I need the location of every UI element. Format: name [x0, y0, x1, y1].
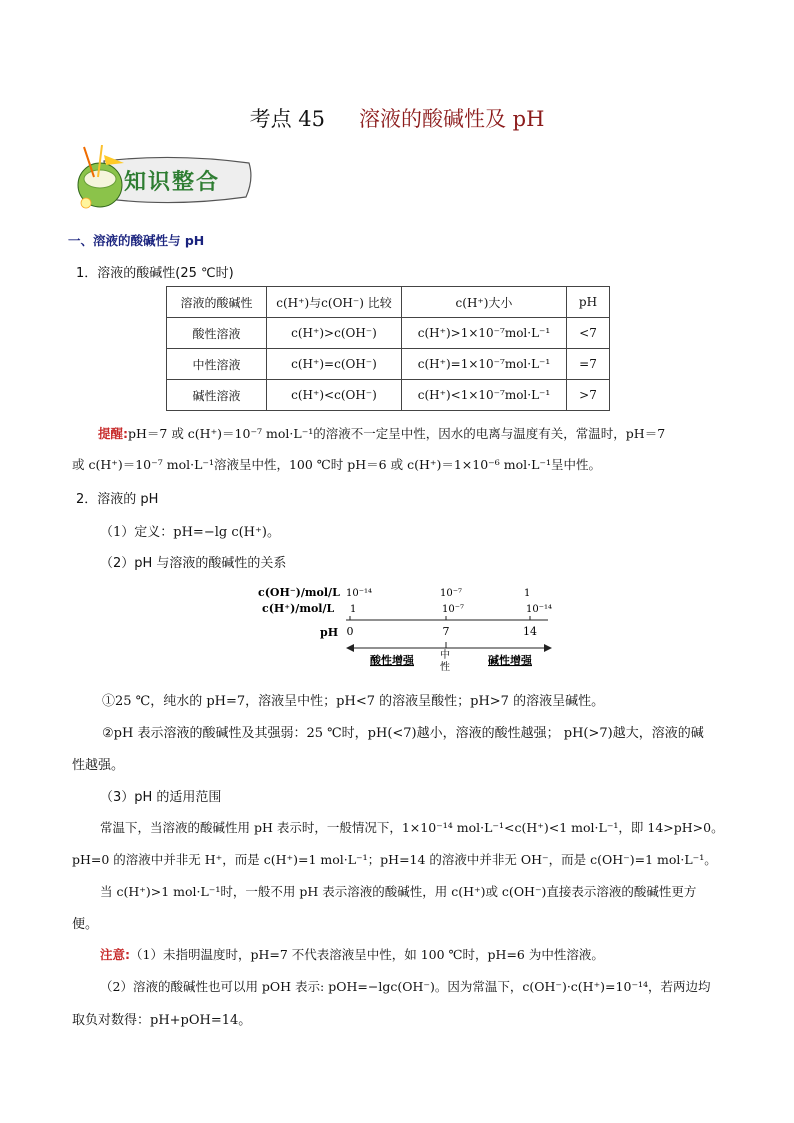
range-line-3: 当 c(H⁺)>1 mol·L⁻¹时，一般不用 pH 表示溶液的酸碱性，用 c(H⁺)或 c(OH⁻)直接表示溶液的酸碱性更方 [100, 884, 697, 899]
table-cell: 酸性溶液 [167, 318, 267, 349]
definition-line: （1）定义：pH=−lg c(H⁺)。 [100, 525, 280, 540]
range-line-4: 便。 [72, 917, 99, 932]
title-number: 考点 45 [249, 107, 325, 131]
base-trend-label: 碱性增强 [488, 654, 532, 667]
acidity-table [166, 286, 610, 411]
point-1: ①25 ℃，纯水的 pH=7，溶液呈中性；pH<7 的溶液呈酸性；pH>7 的溶液呈碱性。 [102, 694, 605, 709]
subsection-heading: 2．溶液的 pH [76, 492, 159, 507]
acid-trend-label: 酸性增强 [370, 654, 414, 667]
tip-text: pH＝7 或 c(H⁺)＝10⁻⁷ mol·L⁻¹的溶液不一定呈中性，因水的电离与温度有关，常温时，pH＝7 [128, 426, 666, 441]
neutral-label-2: 性 [440, 662, 450, 673]
tip-label: 提醒: [98, 426, 128, 441]
subsection-heading: 1．溶液的酸碱性(25 ℃时) [76, 266, 234, 281]
oh-row-label: c(OH⁻)/mol/L [258, 586, 340, 599]
table-cell: c(H⁺)<c(OH⁻) [267, 380, 402, 411]
tip-paragraph [98, 424, 665, 442]
tip-text-continued: 或 c(H⁺)＝10⁻⁷ mol·L⁻¹溶液呈中性，100 ℃时 pH＝6 或 c(H⁺)＝1×10⁻⁶ mol·L⁻¹呈中性。 [72, 457, 601, 472]
range-line-2: pH=0 的溶液中并非无 H⁺，而是 c(H⁺)=1 mol·L⁻¹；pH=14 的溶液中并非无 OH⁻，而是 c(OH⁻)=1 mol·L⁻¹。 [72, 852, 717, 867]
table-cell: c(H⁺)>c(OH⁻) [267, 318, 402, 349]
table-row [167, 349, 610, 380]
badge-label: 知识整合 [124, 170, 221, 195]
section-badge [74, 145, 254, 211]
ph-row-label: pH [320, 626, 339, 639]
table-cell: c(H⁺)=c(OH⁻) [267, 349, 402, 380]
point-2: ②pH 表示溶液的酸碱性及其强弱：25 ℃时，pH(<7)越小，溶液的酸性越强； pH(>7)越大，溶液的碱 [102, 726, 704, 741]
h-value: 1 [350, 604, 357, 615]
neutral-label-1: 中 [440, 650, 450, 661]
page-title [0, 103, 794, 133]
oh-value: 1 [524, 588, 531, 599]
right-arrow-head [544, 644, 552, 652]
oh-value: 10⁻¹⁴ [346, 588, 373, 599]
attention-line-3: 取负对数得：pH+pOH=14。 [72, 1013, 252, 1028]
table-cell: c(H⁺)<1×10⁻⁷mol·L⁻¹ [402, 380, 567, 411]
table-header-cell: 溶液的酸碱性 [167, 287, 267, 318]
table-cell: c(H⁺)>1×10⁻⁷mol·L⁻¹ [402, 318, 567, 349]
table-cell: =7 [567, 349, 610, 380]
range-line-1: 常温下，当溶液的酸碱性用 pH 表示时，一般情况下，1×10⁻¹⁴ mol·L⁻¹<c(H⁺)<1 mol·L⁻¹，即 14>pH>0。 [100, 820, 724, 835]
ph-value: 14 [523, 625, 537, 638]
attention-line-2: （2）溶液的酸碱性也可以用 pOH 表示: pOH=−lgc(OH⁻)。因为常温下，c(OH⁻)·c(H⁺)=10⁻¹⁴，若两边均 [100, 979, 711, 994]
h-row-label: c(H⁺)/mol/L [262, 602, 335, 615]
h-value: 10⁻⁷ [442, 604, 465, 615]
table-cell: <7 [567, 318, 610, 349]
table-row [167, 318, 610, 349]
table-cell: 中性溶液 [167, 349, 267, 380]
title-name: 溶液的酸碱性及 pH [358, 107, 545, 131]
h-value: 10⁻¹⁴ [526, 604, 553, 615]
attention-text: （1）未指明温度时，pH=7 不代表溶液呈中性，如 100 ℃时，pH=6 为中性溶液。 [130, 947, 604, 962]
table-cell: 碱性溶液 [167, 380, 267, 411]
attention-label: 注意: [100, 947, 130, 962]
point-2-continued: 性越强。 [72, 758, 125, 773]
table-cell: >7 [567, 380, 610, 411]
left-arrow-head [346, 644, 354, 652]
relation-heading: （2）pH 与溶液的酸碱性的关系 [100, 556, 287, 571]
table-header-cell: c(H⁺)大小 [402, 287, 567, 318]
table-header-cell: c(H⁺)与c(OH⁻) 比较 [267, 287, 402, 318]
range-heading: （3）pH 的适用范围 [100, 790, 222, 805]
table-header-cell: pH [567, 287, 610, 318]
ph-scale-diagram [258, 582, 568, 678]
table-row [167, 380, 610, 411]
attention-paragraph [100, 945, 604, 963]
ph-value: 0 [346, 625, 354, 638]
table-cell: c(H⁺)=1×10⁻⁷mol·L⁻¹ [402, 349, 567, 380]
oh-value: 10⁻⁷ [440, 588, 463, 599]
ph-value: 7 [442, 625, 450, 638]
table-header-row [167, 287, 610, 318]
section-heading: 一、溶液的酸碱性与 pH [68, 233, 205, 248]
